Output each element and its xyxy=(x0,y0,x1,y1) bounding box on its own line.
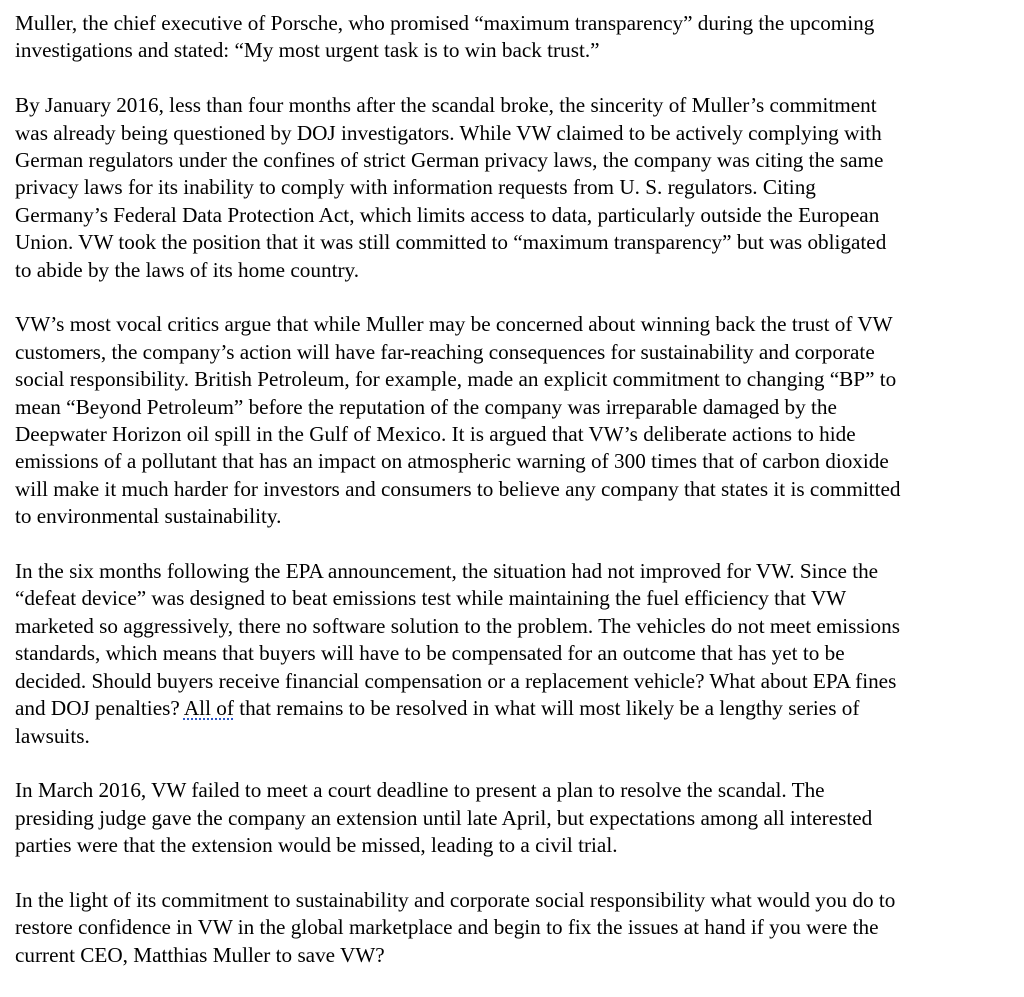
text-line-with-spellcheck xyxy=(15,695,1015,722)
text-line: restore confidence in VW in the global marketplace and begin to fix the issues at hand if you were the xyxy=(15,915,879,940)
text-line: was already being questioned by DOJ investigators. While VW claimed to be actively complying with xyxy=(15,120,882,145)
spellcheck-flagged-phrase[interactable]: All of xyxy=(183,696,234,721)
text-line: parties were that the extension would be missed, leading to a civil trial. xyxy=(15,833,618,858)
text-line: to abide by the laws of its home country. xyxy=(15,257,360,282)
text-line: emissions of a pollutant that has an impact on atmospheric warning of 300 times that of carbon dioxide xyxy=(15,449,889,474)
text-line: lawsuits. xyxy=(15,723,90,748)
paragraph-march-2016 xyxy=(15,777,1015,859)
text-segment: that remains to be resolved in what will most likely be a lengthy series of xyxy=(233,696,860,721)
text-line: By January 2016, less than four months after the scandal broke, the sincerity of Muller’s commitment xyxy=(15,93,877,118)
text-line: will make it much harder for investors and consumers to believe any company that states it is committed xyxy=(15,476,901,501)
text-line: In the light of its commitment to sustainability and corporate social responsibility what would you do to xyxy=(15,887,896,912)
text-line: German regulators under the confines of strict German privacy laws, the company was citing the same xyxy=(15,148,884,173)
text-line: to environmental sustainability. xyxy=(15,504,282,529)
text-line: standards, which means that buyers will have to be compensated for an outcome that has yet to be xyxy=(15,641,845,666)
text-line: “defeat device” was designed to beat emissions test while maintaining the fuel efficiency that VW xyxy=(15,586,847,611)
text-line: social responsibility. British Petroleum, for example, made an explicit commitment to changing “BP” to xyxy=(15,367,897,392)
text-line: mean “Beyond Petroleum” before the reputation of the company was irreparable damaged by the xyxy=(15,394,837,419)
text-line: Deepwater Horizon oil spill in the Gulf of Mexico. It is argued that VW’s deliberate actions to hide xyxy=(15,422,856,447)
paragraph-january-2016 xyxy=(15,92,1015,284)
text-line: In the six months following the EPA announcement, the situation had not improved for VW. Since the xyxy=(15,559,879,584)
text-line: customers, the company’s action will have far-reaching consequences for sustainability and corporate xyxy=(15,339,875,364)
paragraph-six-months xyxy=(15,558,1015,750)
text-line: VW’s most vocal critics argue that while Muller may be concerned about winning back the trust of VW xyxy=(15,312,893,337)
text-line: Germany’s Federal Data Protection Act, which limits access to data, particularly outside the European xyxy=(15,202,880,227)
text-line: current CEO, Matthias Muller to save VW? xyxy=(15,942,385,967)
paragraph-muller-intro xyxy=(15,10,1015,65)
text-line: presiding judge gave the company an extension until late April, but expectations among all interested xyxy=(15,805,873,830)
text-segment: and DOJ penalties? xyxy=(15,696,184,721)
text-line: marketed so aggressively, there no software solution to the problem. The vehicles do not meet emissions xyxy=(15,613,900,638)
text-line: Union. VW took the position that it was still committed to “maximum transparency” but was obligated xyxy=(15,230,887,255)
document-page xyxy=(15,10,1015,997)
paragraph-critics xyxy=(15,311,1015,530)
text-line: Muller, the chief executive of Porsche, who promised “maximum transparency” during the upcoming xyxy=(15,11,875,35)
text-line: privacy laws for its inability to comply with information requests from U. S. regulators. Citing xyxy=(15,175,816,200)
text-line: decided. Should buyers receive financial compensation or a replacement vehicle? What about EPA fines xyxy=(15,668,897,693)
text-line: investigations and stated: “My most urgent task is to win back trust.” xyxy=(15,38,600,63)
text-line: In March 2016, VW failed to meet a court deadline to present a plan to resolve the scandal. The xyxy=(15,778,825,803)
paragraph-question xyxy=(15,887,1015,969)
